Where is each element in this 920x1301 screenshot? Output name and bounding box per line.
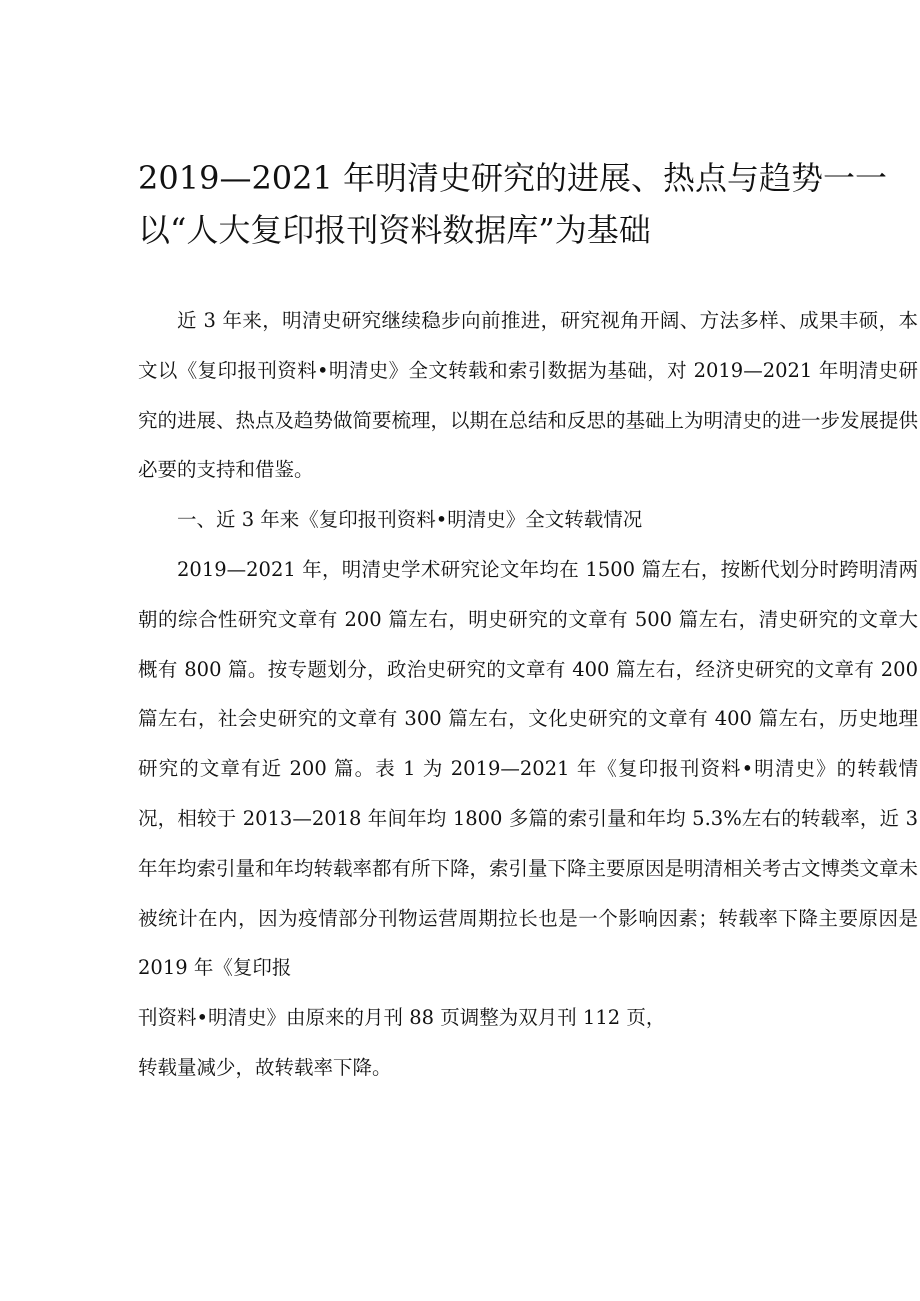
tail-line-2: 转载量减少，故转载率下降。 bbox=[138, 1055, 392, 1079]
section-heading: 一、近 3 年来《复印报刊资料•明清史》全文转载情况 bbox=[177, 508, 643, 532]
statistics-paragraph: 2019—2021 年，明清史学术研究论文年均在 1500 篇左右，按断代划分时跨明清两朝的综合性研究文章有 200 篇左右，明史研究的文章有 500 篇左右，清史研究的文章大概有 800 篇。按专题划分，政治史研究的文章有 400 篇左右，经济史研究的文章有 200 篇左右，社会史研究的文章有 300 篇左右，文化史研究的文章有 400 篇左右，历史地理研究的文章有近 200 篇。表 1 为 2019—2021 年《复印报刊资料•明清史》的转载情况，相较于 2013—2018 年间年均 1800 多篇的索引量和年均 5.3%左右的转载率，近 3 年年均索引量和年均转载率都有所下降，索引量下降主要原因是明清相关考古文博类文章未被统计在内，因为疫情部分刊物运营周期拉长也是一个影响因素；转载率下降主要原因是 2019 年《复印报 bbox=[138, 557, 919, 980]
title-line-1: 2019—2021 年明清史研究的进展、热点与趋势一一 bbox=[138, 159, 888, 197]
title-line-2: 以“人大复印报刊资料数据库”为基础 bbox=[138, 211, 651, 249]
intro-paragraph: 近 3 年来，明清史研究继续稳步向前推进，研究视角开阔、方法多样、成果丰硕，本文以《复印报刊资料•明清史》全文转载和索引数据为基础，对 2019—2021 年明清史研究的进展、热点及趋势做简要梳理，以期在总结和反思的基础上为明清史的进一步发展提供必要的支持和借鉴。 bbox=[138, 309, 919, 482]
tail-line-1: 刊资料•明清史》由原来的月刊 88 页调整为双月刊 112 页， bbox=[138, 1006, 666, 1030]
document-title bbox=[138, 152, 908, 256]
document-body bbox=[138, 296, 918, 1093]
